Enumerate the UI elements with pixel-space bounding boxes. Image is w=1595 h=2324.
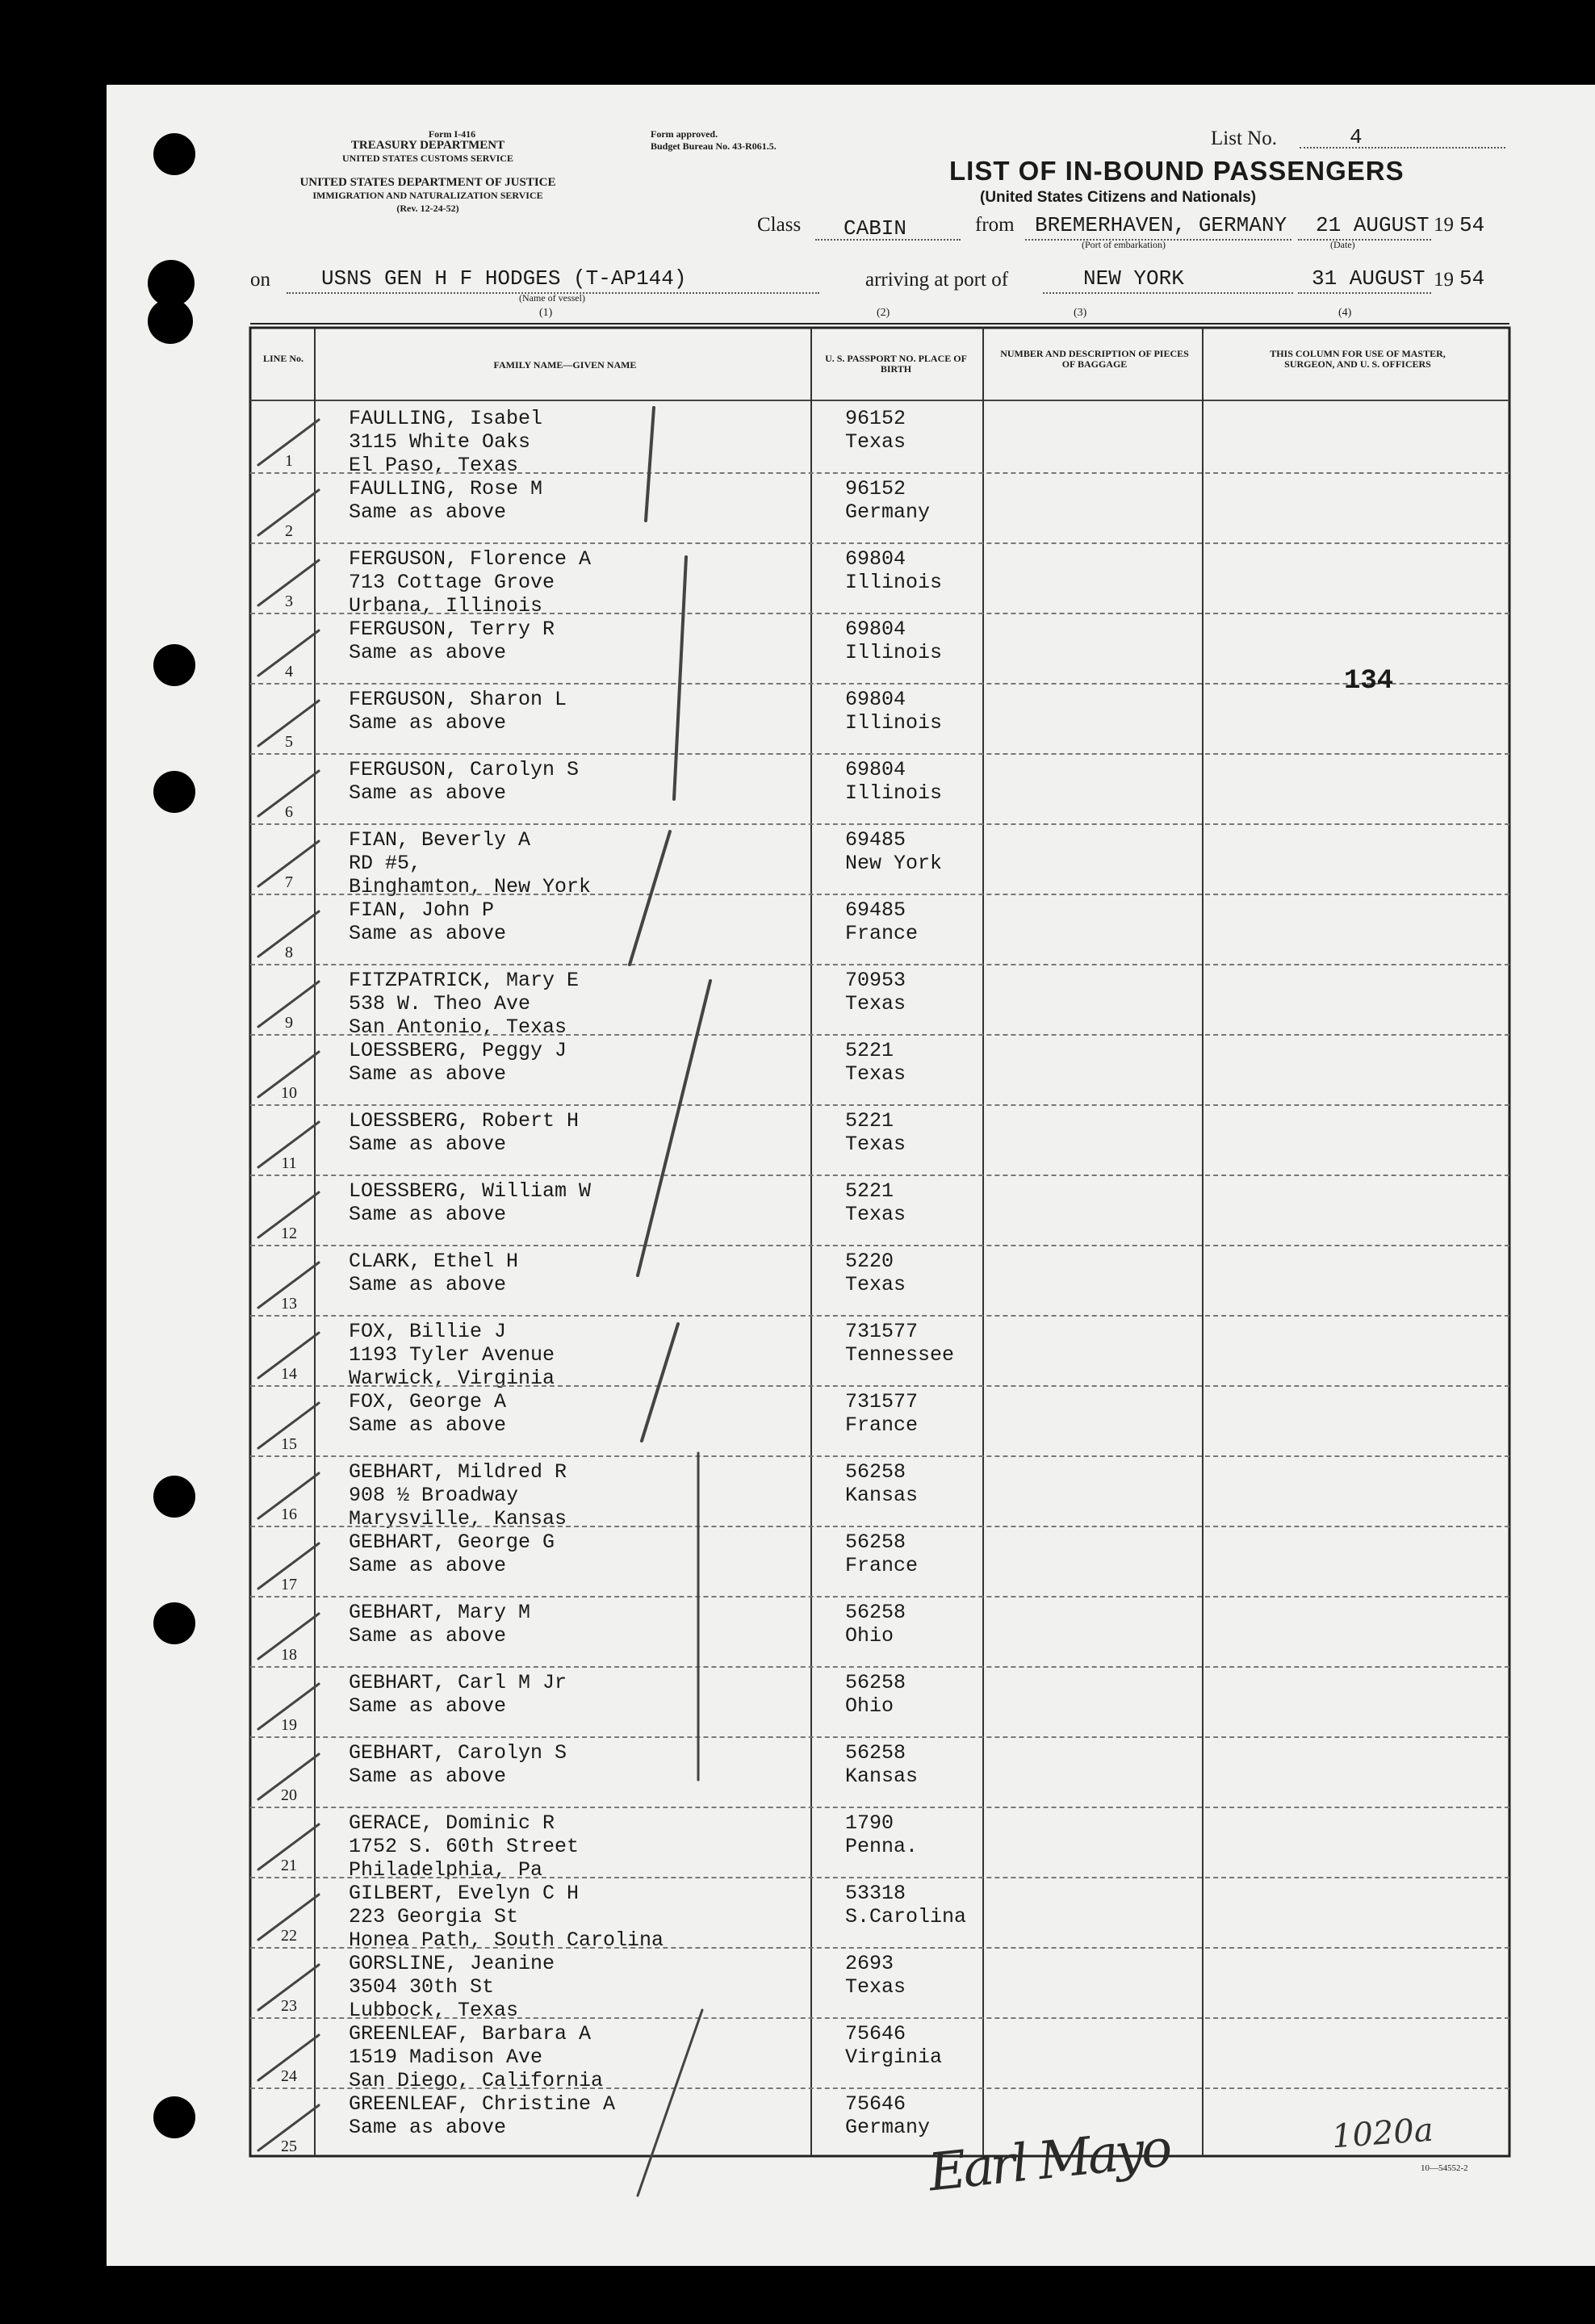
col-header-family-name: FAMILY NAME—GIVEN NAME: [493, 359, 637, 371]
col-header-passport: U. S. PASSPORT NO. PLACE OF BIRTH: [825, 353, 967, 375]
line-number: 21: [281, 1857, 297, 1874]
place-of-birth: Illinois: [845, 641, 943, 664]
place-of-birth: Virginia: [845, 2046, 943, 2069]
line-number: 20: [281, 1786, 297, 1804]
passenger-address: Marysville, Kansas: [349, 1507, 567, 1530]
place-of-birth: Texas: [845, 430, 906, 454]
pencil-stroke: [258, 1754, 319, 1799]
arrival-year-prefix: 19: [1434, 269, 1454, 291]
pencil-stroke: [258, 1192, 319, 1237]
pencil-stroke: [642, 1324, 678, 1441]
ins: IMMIGRATION AND NATURALIZATION SERVICE: [312, 190, 543, 201]
passport-number: 70953: [845, 969, 906, 992]
pencil-stroke: [630, 831, 670, 965]
line-number: 2: [285, 522, 293, 540]
from-year: 54: [1459, 213, 1485, 237]
col-header-line-no: LINE No.: [262, 353, 304, 364]
form-revision: (Rev. 12-24-52): [396, 203, 459, 214]
passenger-address: 1519 Madison Ave: [349, 2046, 543, 2069]
line-number: 11: [281, 1154, 297, 1172]
form-number: Form I-416: [428, 128, 476, 140]
line-number: 4: [285, 663, 293, 680]
passenger-name: FERGUSON, Carolyn S: [349, 758, 580, 781]
passport-number: 56258: [845, 1671, 906, 1694]
passport-number: 69804: [845, 758, 906, 781]
line-number: 12: [281, 1225, 297, 1242]
passenger-address: Same as above: [349, 1413, 507, 1437]
passport-number: 5221: [845, 1109, 894, 1133]
passenger-address: Same as above: [349, 500, 507, 524]
passport-number: 75646: [845, 2092, 906, 2116]
passenger-address: Binghamton, New York: [349, 875, 592, 898]
arrival-port: NEW YORK: [1083, 266, 1184, 291]
line-number: 3: [285, 593, 293, 610]
date-caption: (Date): [1330, 239, 1355, 250]
place-of-birth: Texas: [845, 1203, 906, 1226]
passenger-name: GEBHART, Carl M Jr: [349, 1671, 567, 1694]
passport-number: 2693: [845, 1952, 894, 1975]
passenger-address: 3115 White Oaks: [349, 430, 531, 454]
customs-service: UNITED STATES CUSTOMS SERVICE: [342, 153, 513, 164]
place-of-birth: Texas: [845, 1975, 906, 1999]
pencil-stroke: [258, 841, 319, 886]
pencil-stroke: [258, 1333, 319, 1378]
pencil-stroke: [258, 982, 319, 1027]
passenger-address: El Paso, Texas: [349, 454, 519, 477]
pencil-stroke: [258, 1824, 319, 1870]
passenger-address: Same as above: [349, 1765, 507, 1788]
place-of-birth: Kansas: [845, 1765, 919, 1788]
col-num-2: (2): [877, 307, 890, 319]
passenger-address: Same as above: [349, 1062, 507, 1086]
col-header-officers: THIS COLUMN FOR USE OF MASTER, SURGEON, AND U. S. OFFICERS: [1270, 348, 1446, 370]
line-number: 6: [285, 803, 293, 821]
passenger-address: Same as above: [349, 641, 507, 664]
passenger-name: FERGUSON, Florence A: [349, 547, 592, 571]
passport-number: 5221: [845, 1039, 894, 1062]
pencil-stroke: [258, 911, 319, 957]
pencil-stroke: [258, 490, 319, 535]
passenger-address: Warwick, Virginia: [349, 1367, 555, 1390]
page-subtitle: (United States Citizens and Nationals): [980, 189, 1257, 206]
col-num-1: (1): [539, 307, 553, 319]
passenger-address: San Antonio, Texas: [349, 1015, 567, 1039]
passenger-name: FERGUSON, Sharon L: [349, 688, 567, 711]
line-number: 25: [281, 2138, 297, 2155]
place-of-birth: France: [845, 922, 919, 945]
pencil-stroke: [258, 560, 319, 605]
passport-number: 5220: [845, 1250, 894, 1273]
from-year-prefix: 19: [1434, 214, 1454, 236]
form-approved: Form approved.: [651, 128, 718, 140]
passport-number: 56258: [845, 1601, 906, 1624]
doj: UNITED STATES DEPARTMENT OF JUSTICE: [299, 176, 556, 189]
place-of-birth: Kansas: [845, 1484, 919, 1507]
line-number: 23: [281, 1997, 297, 2015]
passenger-address: 538 W. Theo Ave: [349, 992, 531, 1015]
place-of-birth: Illinois: [845, 571, 943, 594]
passenger-address: RD #5,: [349, 852, 422, 875]
from-label: from: [975, 214, 1015, 236]
place-of-birth: Texas: [845, 992, 906, 1015]
place-of-birth: Germany: [845, 500, 931, 524]
passenger-name: FIAN, Beverly A: [349, 828, 531, 852]
passenger-address: Same as above: [349, 1694, 507, 1718]
passenger-name: FIAN, John P: [349, 898, 495, 922]
line-number: 24: [281, 2067, 297, 2085]
pencil-stroke: [258, 2035, 319, 2080]
line-number: 10: [281, 1084, 297, 1102]
place-of-birth: Texas: [845, 1062, 906, 1086]
passenger-address: 223 Georgia St: [349, 1905, 519, 1928]
class-value: CABIN: [844, 216, 907, 241]
passport-number: 56258: [845, 1530, 906, 1554]
passport-number: 69804: [845, 688, 906, 711]
place-of-birth: New York: [845, 852, 943, 875]
passenger-address: Same as above: [349, 922, 507, 945]
passenger-address: 1752 S. 60th Street: [349, 1835, 580, 1858]
pencil-stroke: [258, 630, 319, 676]
line-number: 14: [281, 1365, 297, 1383]
passenger-name: GREENLEAF, Christine A: [349, 2092, 616, 2116]
line-number: 16: [281, 1505, 297, 1523]
passenger-name: GORSLINE, Jeanine: [349, 1952, 555, 1975]
pencil-stroke: [258, 420, 319, 465]
budget-bureau: Budget Bureau No. 43-R061.5.: [651, 140, 777, 152]
place-of-birth: Ohio: [845, 1624, 894, 1648]
pencil-stroke: [258, 1122, 319, 1167]
pencil-stroke: [674, 557, 686, 799]
pencil-stroke: [638, 981, 710, 1275]
passenger-address: Philadelphia, Pa: [349, 1858, 543, 1882]
col-header-baggage: NUMBER AND DESCRIPTION OF PIECES OF BAGGAGE: [1000, 348, 1189, 370]
passport-number: 96152: [845, 477, 906, 500]
on-label: on: [250, 269, 270, 291]
pencil-stroke: [258, 1262, 319, 1308]
passenger-name: FOX, George A: [349, 1390, 507, 1413]
passport-number: 69485: [845, 828, 906, 852]
pencil-stroke: [258, 1403, 319, 1448]
pencil-stroke: [258, 1052, 319, 1097]
class-label: Class: [757, 214, 802, 236]
passenger-address: 3504 30th St: [349, 1975, 495, 1999]
signature: Earl Mayo: [925, 2118, 1172, 2204]
place-of-birth: Tennessee: [845, 1343, 955, 1367]
pencil-stroke: [258, 771, 319, 816]
place-of-birth: France: [845, 1554, 919, 1577]
pencil-stroke: [258, 1543, 319, 1589]
passenger-address: Same as above: [349, 1133, 507, 1156]
line-number: 15: [281, 1435, 297, 1453]
arrival-year: 54: [1459, 266, 1485, 291]
page-title: LIST OF IN-BOUND PASSENGERS: [949, 156, 1405, 186]
passport-number: 75646: [845, 2022, 906, 2046]
pencil-stroke: [258, 1473, 319, 1518]
passenger-address: Urbana, Illinois: [349, 594, 543, 618]
passenger-name: GEBHART, Mary M: [349, 1601, 531, 1624]
passenger-name: FAULLING, Isabel: [349, 407, 543, 430]
pencil-stroke: [258, 1895, 319, 1940]
passenger-address: Same as above: [349, 1624, 507, 1648]
place-of-birth: Illinois: [845, 711, 943, 735]
passenger-address: Same as above: [349, 1554, 507, 1577]
passenger-name: GEBHART, Mildred R: [349, 1460, 567, 1484]
line-number: 9: [285, 1014, 293, 1032]
passport-number: 5221: [845, 1179, 894, 1203]
list-no-label: List No.: [1211, 128, 1277, 149]
footer-code: 10—54552-2: [1421, 2163, 1468, 2173]
passport-number: 731577: [845, 1390, 919, 1413]
passenger-name: LOESSBERG, Peggy J: [349, 1039, 567, 1062]
place-of-birth: S.Carolina: [845, 1905, 967, 1928]
passport-number: 96152: [845, 407, 906, 430]
vessel-caption: (Name of vessel): [519, 292, 585, 304]
line-number: 19: [281, 1716, 297, 1734]
passenger-address: Same as above: [349, 781, 507, 805]
line-number: 13: [281, 1295, 297, 1313]
passenger-name: FAULLING, Rose M: [349, 477, 543, 500]
arrival-date: 31 AUGUST: [1312, 266, 1425, 291]
line-number: 7: [285, 873, 293, 891]
passenger-name: FERGUSON, Terry R: [349, 618, 555, 641]
place-of-birth: Germany: [845, 2116, 931, 2139]
pencil-stroke: [258, 1614, 319, 1659]
pencil-stroke: [646, 408, 654, 521]
pencil-stroke: [258, 2105, 319, 2150]
passenger-address: 1193 Tyler Avenue: [349, 1343, 555, 1367]
passenger-address: 713 Cottage Grove: [349, 571, 555, 594]
col-num-3: (3): [1074, 307, 1087, 319]
passenger-address: 908 ½ Broadway: [349, 1484, 519, 1507]
from-port: BREMERHAVEN, GERMANY: [1035, 213, 1287, 237]
passenger-name: GILBERT, Evelyn C H: [349, 1882, 580, 1905]
stamp-number: 134: [1344, 666, 1394, 697]
passenger-name: GERACE, Dominic R: [349, 1811, 555, 1835]
passenger-address: Same as above: [349, 2116, 507, 2139]
line-number: 5: [285, 733, 293, 751]
passenger-name: GREENLEAF, Barbara A: [349, 2022, 592, 2046]
pencil-stroke: [258, 1684, 319, 1729]
passenger-name: LOESSBERG, William W: [349, 1179, 592, 1203]
place-of-birth: France: [845, 1413, 919, 1437]
passenger-address: Same as above: [349, 1273, 507, 1296]
passport-number: 69485: [845, 898, 906, 922]
place-of-birth: Texas: [845, 1273, 906, 1296]
passport-number: 69804: [845, 547, 906, 571]
passenger-address: Same as above: [349, 1203, 507, 1226]
passenger-address: Same as above: [349, 711, 507, 735]
place-of-birth: Texas: [845, 1133, 906, 1156]
pencil-stroke: [258, 701, 319, 746]
passenger-name: GEBHART, George G: [349, 1530, 555, 1554]
place-of-birth: Penna.: [845, 1835, 919, 1858]
passport-number: 731577: [845, 1320, 919, 1343]
passport-number: 56258: [845, 1460, 906, 1484]
passport-number: 69804: [845, 618, 906, 641]
line-number: 17: [281, 1576, 297, 1593]
passenger-name: FOX, Billie J: [349, 1320, 507, 1343]
arriving-label: arriving at port of: [865, 269, 1009, 291]
passenger-address: Lubbock, Texas: [349, 1999, 519, 2022]
col-num-4: (4): [1338, 307, 1352, 319]
line-number: 1: [285, 452, 293, 470]
passport-number: 56258: [845, 1741, 906, 1765]
port-embark-caption: (Port of embarkation): [1082, 239, 1166, 250]
pencil-stroke: [258, 1965, 319, 2010]
line-number: 18: [281, 1646, 297, 1664]
place-of-birth: Ohio: [845, 1694, 894, 1718]
treasury-dept: TREASURY DEPARTMENT: [350, 139, 505, 152]
list-no-value: 4: [1350, 125, 1363, 149]
from-date: 21 AUGUST: [1316, 213, 1430, 237]
passenger-name: LOESSBERG, Robert H: [349, 1109, 580, 1133]
passenger-address: San Diego, California: [349, 2069, 604, 2092]
vessel-name: USNS GEN H F HODGES (T-AP144): [321, 266, 687, 291]
passenger-name: GEBHART, Carolyn S: [349, 1741, 567, 1765]
passport-number: 53318: [845, 1882, 906, 1905]
line-number: 8: [285, 944, 293, 961]
passenger-address: Honea Path, South Carolina: [349, 1928, 664, 1952]
pencil-stroke: [638, 2010, 702, 2196]
place-of-birth: Illinois: [845, 781, 943, 805]
passport-number: 1790: [845, 1811, 894, 1835]
passenger-name: CLARK, Ethel H: [349, 1250, 519, 1273]
handwritten-note: 1020a: [1330, 2111, 1435, 2156]
line-number: 22: [281, 1927, 297, 1945]
passenger-name: FITZPATRICK, Mary E: [349, 969, 580, 992]
